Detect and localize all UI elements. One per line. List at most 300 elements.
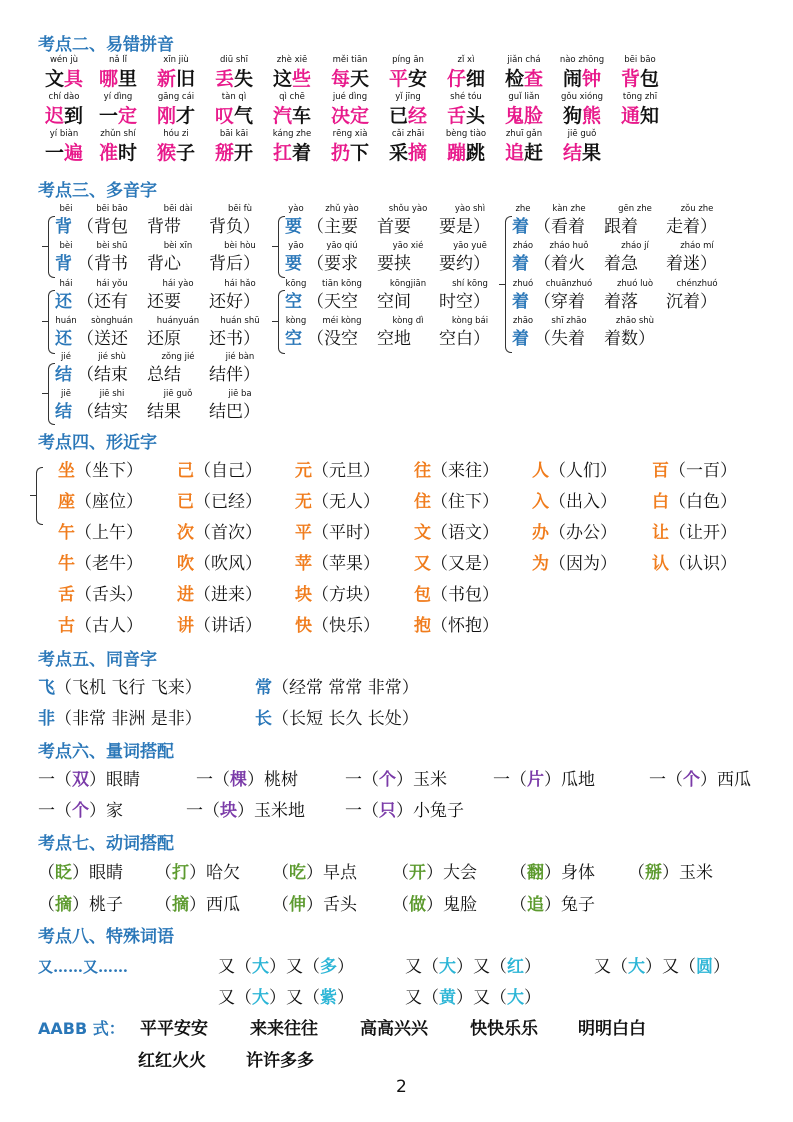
hanzi-row: [512, 291, 728, 313]
section-title-duoyinzi: 考点三、多音字: [38, 181, 157, 201]
verb-entry: [510, 862, 595, 884]
special-pattern-label: 又……又……: [38, 958, 129, 976]
pinyin-text: huán: [55, 316, 77, 326]
pinyin-row: [55, 280, 271, 291]
similar-char: 坐: [58, 461, 75, 481]
example-word: （平时）: [312, 523, 380, 543]
polyphonic-entry: [55, 205, 271, 238]
pinyin-text: jié bàn: [225, 352, 255, 362]
example-word: （来往）: [431, 461, 499, 481]
similar-char: 讲: [177, 616, 194, 636]
pinyin-row: [512, 317, 728, 328]
pinyin-text: guǐ liǎn: [508, 92, 540, 102]
example-word: 结伴）: [209, 365, 260, 385]
verb: 眨: [55, 863, 72, 883]
hanzi-word: [382, 141, 434, 165]
pinyin-row: [512, 242, 728, 253]
measure-word: 只: [379, 801, 396, 821]
pinyin-text: shé tóu: [450, 92, 482, 102]
example-word: （座位）: [75, 492, 143, 512]
hanzi-word: [92, 67, 144, 91]
pinyin-text: zhǔ yào: [325, 204, 359, 214]
hanzi-row: [512, 216, 728, 238]
verb: 伸: [289, 895, 306, 915]
hanzi-char: 旧: [176, 68, 196, 90]
verb: 摘: [55, 895, 72, 915]
pinyin-text: chí dào: [48, 92, 80, 102]
pinyin-text: zháo huǒ: [549, 241, 589, 251]
example-word: 还要: [147, 292, 181, 312]
pinyin-word: [92, 93, 144, 128]
hanzi-word: [556, 104, 608, 128]
pinyin-text: kàn zhe: [552, 204, 586, 214]
pinyin-text: jié shù: [98, 352, 126, 362]
pinyin-text: tàn qì: [221, 92, 247, 102]
hanzi-word: [38, 104, 90, 128]
pinyin-word: [38, 93, 90, 128]
pinyin-row: [55, 317, 271, 328]
hanzi-char: 闹: [562, 68, 582, 90]
hanzi-char: 鬼: [504, 105, 524, 127]
text-part: ）家: [89, 801, 123, 821]
example-word: （送还: [77, 329, 128, 349]
verb: 开: [409, 863, 426, 883]
example-word: （因为）: [549, 554, 617, 574]
verb: 吃: [289, 863, 306, 883]
measure-word-entry: [196, 769, 298, 791]
hanzi-word: [38, 67, 90, 91]
pinyin-word: [92, 56, 144, 91]
example-word: （失着: [534, 329, 585, 349]
text-part: ）桃子: [72, 895, 123, 915]
polyphonic-entry: [285, 280, 501, 313]
hanzi-char: 子: [176, 142, 196, 164]
pinyin-text: jié: [61, 352, 71, 362]
example-word: （背书: [77, 254, 128, 274]
hanzi-char: 准: [98, 142, 118, 164]
verb: 追: [527, 895, 544, 915]
pinyin-text: bēi bāo: [96, 204, 128, 214]
hanzi-char: 钟: [582, 68, 602, 90]
hanzi-char: 果: [582, 142, 602, 164]
pinyin-text: shí kōng: [452, 279, 488, 289]
similar-char: 住: [414, 492, 431, 512]
similar-char: 抱: [414, 616, 431, 636]
measure-word-entry: [38, 769, 140, 791]
pinyin-text: yí dìng: [103, 92, 133, 102]
text-part: ）兔子: [544, 895, 595, 915]
pinyin-text: zhuī gǎn: [505, 129, 543, 139]
measure-word-entry: [345, 769, 447, 791]
similar-char-entry: [414, 460, 499, 482]
similar-char-entry: [295, 615, 380, 637]
similar-char: 平: [295, 523, 312, 543]
section-title-liangci: 考点六、量词搭配: [38, 742, 174, 762]
hanzi-char: 平: [388, 68, 408, 90]
example-word: 沉着）: [666, 292, 717, 312]
adjective: 红: [507, 957, 524, 977]
pinyin-text: zǒng jié: [161, 352, 195, 362]
hanzi-row: [55, 291, 271, 313]
hanzi-word: [208, 141, 260, 165]
similar-char: 座: [58, 492, 75, 512]
example-word: （书包）: [431, 585, 499, 605]
similar-char: 牛: [58, 554, 75, 574]
verb-entry: [155, 894, 240, 916]
similar-char: 为: [532, 554, 549, 574]
example-word: （白色）: [669, 492, 737, 512]
example-word: 要是）: [439, 217, 490, 237]
example-words: （经常 常常 非常）: [272, 678, 419, 698]
example-word: （背包: [77, 217, 128, 237]
brace-tick: [42, 321, 48, 322]
verb: 翻: [527, 863, 544, 883]
pinyin-text: bēi dài: [163, 204, 193, 214]
brace-bracket: [278, 216, 285, 278]
example-word: （一百）: [669, 461, 737, 481]
similar-char-entry: [295, 460, 380, 482]
similar-char-entry: [652, 491, 737, 513]
similar-char-entry: [58, 584, 143, 606]
brace-tick: [499, 284, 505, 285]
adjective: 紫: [320, 988, 337, 1008]
example-word: 还原: [147, 329, 181, 349]
similar-char-entry: [652, 460, 737, 482]
pinyin-text: zhuó: [512, 279, 534, 289]
hanzi-char: 猴: [156, 142, 176, 164]
homophone-char: 长: [255, 709, 272, 729]
hanzi-char: 新: [156, 68, 176, 90]
hanzi-char: 定: [118, 105, 138, 127]
hanzi-char: 蹦: [446, 142, 466, 164]
pinyin-word: [324, 130, 376, 165]
verb-entry: [272, 862, 357, 884]
adjective: 黄: [439, 988, 456, 1008]
polyphonic-entry: [285, 317, 501, 350]
similar-char: 认: [652, 554, 669, 574]
brace-tick: [272, 246, 278, 247]
polyphonic-entry: [55, 390, 271, 423]
similar-char: 午: [58, 523, 75, 543]
verb: 打: [172, 863, 189, 883]
example-word: 空白）: [439, 329, 490, 349]
homophone-entry: [255, 708, 419, 730]
pinyin-text: bèi: [59, 241, 73, 251]
similar-char-entry: [177, 584, 262, 606]
example-word: 总结: [147, 365, 181, 385]
example-word: （古人）: [75, 616, 143, 636]
pinyin-text: jiē: [61, 389, 71, 399]
hanzi-char: 定: [350, 105, 370, 127]
polyphonic-char: 结: [55, 402, 72, 422]
polyphonic-char: 还: [55, 329, 72, 349]
hanzi-char: 扔: [330, 142, 350, 164]
pinyin-text: bēi bāo: [624, 55, 656, 65]
pinyin-text: xīn jiù: [163, 55, 189, 65]
text-part: ）桃树: [247, 770, 298, 790]
hanzi-char: 赶: [524, 142, 544, 164]
similar-char: 舌: [58, 585, 75, 605]
similar-char: 办: [532, 523, 549, 543]
similar-char-entry: [532, 553, 617, 575]
similar-char-entry: [414, 553, 499, 575]
pinyin-text: gǒu xióng: [560, 92, 604, 102]
similar-char-entry: [532, 522, 617, 544]
similar-char: 人: [532, 461, 549, 481]
example-word: （还有: [77, 292, 128, 312]
pinyin-word: [614, 56, 666, 91]
text-part: （: [272, 895, 289, 915]
polyphonic-char: 背: [55, 217, 72, 237]
pinyin-word: [498, 56, 550, 91]
hanzi-char: 安: [408, 68, 428, 90]
measure-word-entry: [38, 800, 123, 822]
pinyin-text: zháo jí: [621, 241, 649, 251]
you-you-entry: [405, 987, 541, 1009]
pinyin-text: tōng zhī: [622, 92, 658, 102]
pinyin-word: [266, 93, 318, 128]
similar-char: 吹: [177, 554, 194, 574]
pinyin-text: kōngjiān: [389, 279, 427, 289]
measure-word: 双: [72, 770, 89, 790]
hanzi-word: [382, 67, 434, 91]
hanzi-char: 开: [234, 142, 254, 164]
text-part: ）玉米: [662, 863, 713, 883]
similar-char: 无: [295, 492, 312, 512]
text-part: ）鬼脸: [426, 895, 477, 915]
similar-char-entry: [295, 553, 380, 575]
hanzi-char: 丢: [214, 68, 234, 90]
hanzi-word: [498, 67, 550, 91]
pinyin-text: yào: [288, 204, 304, 214]
polyphonic-char: 着: [512, 329, 529, 349]
pinyin-text: yāo xié: [392, 241, 424, 251]
hanzi-char: 失: [234, 68, 254, 90]
hanzi-char: 决: [330, 105, 350, 127]
similar-char: 已: [177, 492, 194, 512]
similar-char: 包: [414, 585, 431, 605]
pinyin-text: kòng: [285, 316, 307, 326]
similar-char: 元: [295, 461, 312, 481]
hanzi-char: 里: [118, 68, 138, 90]
you-you-entry: [218, 956, 354, 978]
pinyin-text: bāi kāi: [219, 129, 249, 139]
hanzi-char: 时: [118, 142, 138, 164]
hanzi-row: [285, 328, 501, 350]
text-part: （: [155, 863, 172, 883]
pinyin-word: [38, 56, 90, 91]
example-word: 走着）: [666, 217, 717, 237]
pinyin-text: hái yǒu: [96, 279, 128, 289]
pinyin-text: jiē guǒ: [163, 389, 193, 399]
homophone-char: 飞: [38, 678, 55, 698]
pinyin-word: [38, 130, 90, 165]
example-word: （讲话）: [194, 616, 262, 636]
pinyin-text: píng ān: [392, 55, 424, 65]
polyphonic-entry: [512, 205, 728, 238]
similar-char: 己: [177, 461, 194, 481]
hanzi-char: 已: [388, 105, 408, 127]
hanzi-word: [324, 104, 376, 128]
hanzi-char: 具: [64, 68, 84, 90]
hanzi-word: [266, 67, 318, 91]
example-word: （自己）: [194, 461, 262, 481]
brace-bracket: [505, 216, 512, 353]
verb: 摘: [172, 895, 189, 915]
pinyin-word: [382, 93, 434, 128]
pinyin-word: [266, 56, 318, 91]
measure-word: 个: [72, 801, 89, 821]
hanzi-word: [556, 67, 608, 91]
pinyin-text: zháo: [512, 241, 534, 251]
pinyin-word: [324, 56, 376, 91]
example-word: （出入）: [549, 492, 617, 512]
text-part: 一（: [649, 770, 683, 790]
verb: 做: [409, 895, 426, 915]
pinyin-text: kòng dì: [392, 316, 424, 326]
pinyin-text: yí biàn: [49, 129, 79, 139]
example-word: （首次）: [194, 523, 262, 543]
homophone-entry: [255, 677, 419, 699]
verb-entry: [38, 894, 123, 916]
similar-char-entry: [177, 522, 262, 544]
hanzi-char: 通: [620, 105, 640, 127]
pinyin-text: cǎi zhāi: [391, 129, 425, 139]
pinyin-word: [266, 130, 318, 165]
section-title-teshu-ciyu: 考点八、特殊词语: [38, 927, 174, 947]
polyphonic-entry: [512, 317, 728, 350]
example-word: 结巴）: [209, 402, 260, 422]
text-part: ）: [713, 957, 730, 977]
example-word: 结果: [147, 402, 181, 422]
hanzi-char: 文: [44, 68, 64, 90]
text-part: 一（: [186, 801, 220, 821]
measure-word: 棵: [230, 770, 247, 790]
similar-char: 文: [414, 523, 431, 543]
polyphonic-char: 着: [512, 217, 529, 237]
similar-char-entry: [177, 460, 262, 482]
hanzi-word: [266, 141, 318, 165]
text-part: ）西瓜: [189, 895, 240, 915]
pinyin-word: [382, 130, 434, 165]
example-word: （元旦）: [312, 461, 380, 481]
hanzi-char: 气: [234, 105, 254, 127]
example-word: （没空: [307, 329, 358, 349]
measure-word: 个: [683, 770, 700, 790]
similar-char-entry: [414, 615, 499, 637]
hanzi-char: 扛: [272, 142, 292, 164]
pinyin-row: [285, 280, 501, 291]
hanzi-row: [512, 328, 728, 350]
hanzi-row: [55, 401, 271, 423]
example-word: （住下）: [431, 492, 499, 512]
text-part: ）: [524, 988, 541, 1008]
pinyin-text: zhāo shù: [615, 316, 655, 326]
similar-char: 百: [652, 461, 669, 481]
pinyin-word: [556, 93, 608, 128]
text-part: ）小兔子: [396, 801, 464, 821]
brace-bracket: [278, 290, 285, 354]
adjective: 大: [252, 957, 269, 977]
text-part: （: [155, 895, 172, 915]
similar-char: 次: [177, 523, 194, 543]
hanzi-row: [285, 291, 501, 313]
brace-bracket: [48, 290, 55, 354]
brace-tick: [42, 393, 48, 394]
adjective: 大: [507, 988, 524, 1008]
aabb-word: 快快乐乐: [470, 1019, 538, 1039]
hanzi-word: [498, 104, 550, 128]
text-part: ）大会: [426, 863, 477, 883]
hanzi-char: 掰: [214, 142, 234, 164]
hanzi-char: 一: [98, 105, 118, 127]
homophone-entry: [38, 677, 202, 699]
pinyin-row: [285, 242, 501, 253]
aabb-word: 平平安安: [140, 1019, 208, 1039]
pinyin-text: měi tiān: [332, 55, 368, 65]
adjective: 大: [628, 957, 645, 977]
hanzi-word: [440, 141, 492, 165]
hanzi-char: 着: [292, 142, 312, 164]
polyphonic-entry: [55, 317, 271, 350]
example-word: （天空: [307, 292, 358, 312]
aabb-word: 许许多多: [246, 1051, 314, 1071]
text-part: （: [628, 863, 645, 883]
hanzi-char: 知: [640, 105, 660, 127]
text-part: ）西瓜: [700, 770, 751, 790]
hanzi-char: 狗: [562, 105, 582, 127]
similar-char: 苹: [295, 554, 312, 574]
example-word: （怀抱）: [431, 616, 499, 636]
similar-char: 进: [177, 585, 194, 605]
measure-word-entry: [186, 800, 305, 822]
example-word: 背带: [147, 217, 181, 237]
text-part: ）舌头: [306, 895, 357, 915]
example-word: （主要: [307, 217, 358, 237]
section-title-yicuo-pinyin: 考点二、易错拼音: [38, 35, 174, 55]
pinyin-word: [208, 56, 260, 91]
hanzi-row: [55, 216, 271, 238]
verb-entry: [392, 862, 477, 884]
similar-char-entry: [177, 553, 262, 575]
hanzi-char: 跳: [466, 142, 486, 164]
hanzi-char: 背: [620, 68, 640, 90]
text-part: 又（: [594, 957, 628, 977]
example-word: 还书）: [209, 329, 260, 349]
text-part: 又（: [405, 957, 439, 977]
example-word: 背负）: [209, 217, 260, 237]
similar-char: 往: [414, 461, 431, 481]
example-word: 背后）: [209, 254, 260, 274]
pinyin-word: [440, 56, 492, 91]
pinyin-text: bèng tiào: [445, 129, 487, 139]
similar-char: 快: [295, 616, 312, 636]
hanzi-char: 到: [64, 105, 84, 127]
pinyin-text: [666, 317, 728, 328]
hanzi-char: 头: [466, 105, 486, 127]
text-part: ）眼睛: [89, 770, 140, 790]
pinyin-text: hóu zi: [163, 129, 189, 139]
aabb-word: 红红火火: [138, 1051, 206, 1071]
pinyin-text: bēi: [59, 204, 73, 214]
text-part: ）又（: [456, 957, 507, 977]
similar-char-entry: [652, 553, 737, 575]
text-part: ）又（: [456, 988, 507, 1008]
polyphonic-char: 背: [55, 254, 72, 274]
example-word: 空间: [377, 292, 411, 312]
text-part: （: [510, 863, 527, 883]
text-part: 又（: [218, 988, 252, 1008]
